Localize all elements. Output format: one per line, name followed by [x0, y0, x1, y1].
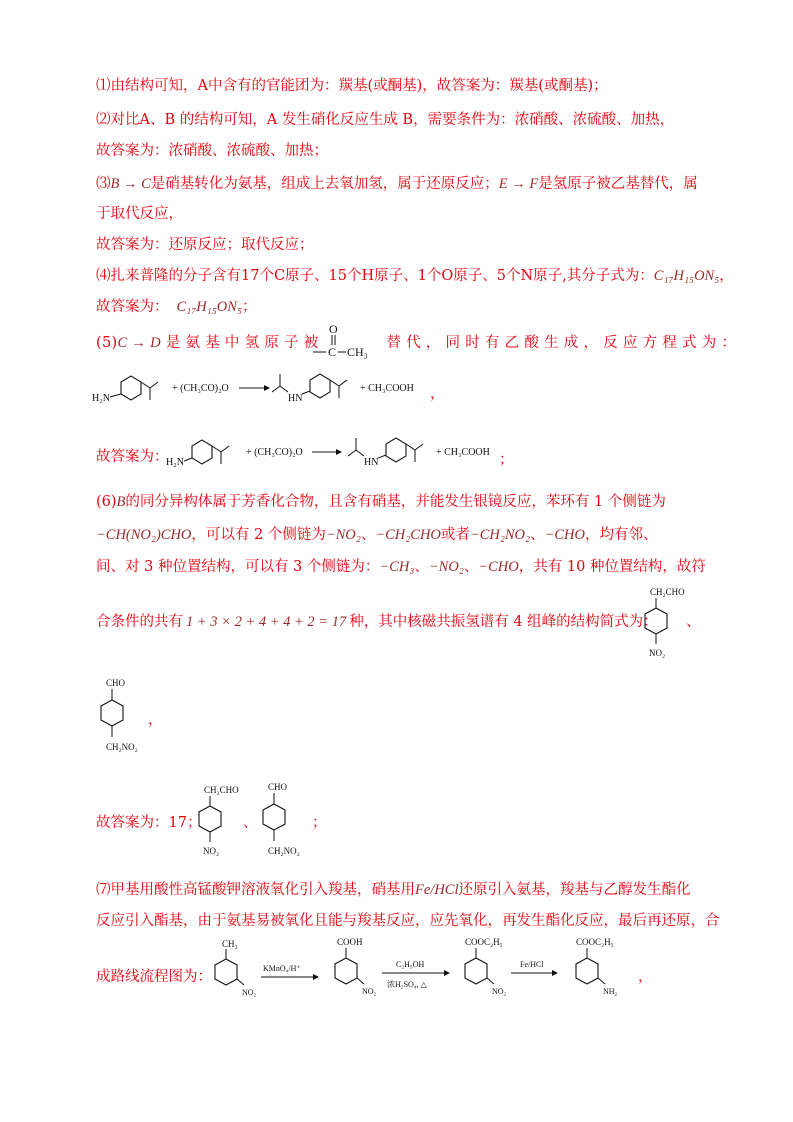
reagent-fe-hcl: Fe/HCl: [520, 960, 544, 969]
amide-nh-label: HN: [364, 457, 379, 468]
text: ⑺甲基用酸性高锰酸钾溶液氧化引入羧基，硝基用: [96, 882, 415, 898]
answer-2: [96, 110, 674, 130]
math-side-chain-1: −CH(NO₂)CHO: [96, 527, 192, 543]
answer-3: [96, 174, 698, 194]
ch2cho-label: CH₂CHO: [650, 587, 685, 597]
amide-nh-label: HN: [288, 393, 303, 404]
ch2cho-label: CH₂CHO: [204, 785, 239, 795]
acetic-anhydride-label: + (CH₃CO)₂O: [172, 383, 229, 394]
nh2-label: NH₂: [603, 987, 618, 996]
no2-label: NO₂: [203, 846, 220, 856]
answer-1: [96, 76, 608, 96]
ch2no2-label: CH₂NO₂: [268, 846, 300, 856]
answer-3-num: ⑶: [96, 176, 111, 192]
answer-6-text: 的同分异构体属于芳香化合物，且含有硝基，并能发生银镜反应，苯环有 1 个侧链为: [125, 494, 666, 510]
text: 种，其中核磁共振氢谱有 4 组峰的结构简式为：: [349, 614, 658, 630]
answer-7-line-3: [96, 967, 212, 987]
text: ，: [638, 969, 653, 985]
math-b: B: [116, 494, 126, 510]
comma: ，: [719, 268, 734, 284]
no2-label: NO₂: [362, 987, 377, 996]
math-no2: −NO₂: [428, 559, 464, 575]
ch2no2-label: CH₂NO₂: [106, 742, 138, 752]
ch3-label: CH₃: [222, 939, 238, 949]
text: 、: [530, 527, 545, 543]
answer-7: [96, 880, 691, 900]
text: 还原引入氨基，羧基与乙醇发生酯化: [458, 882, 691, 898]
math-ch3: −CH₃: [379, 559, 415, 575]
answer-2-text: ⑵对比A、B 的结构可知，A 发生硝化反应生成 B，需要条件为：浓硝酸、浓硫酸、加热，: [96, 112, 675, 128]
reaction-equation-2: [158, 428, 518, 478]
ester-label: COOC₂H₅: [576, 937, 614, 947]
molecular-formula-answer: C₁₇H₁₅ON₅: [176, 299, 242, 315]
answer-3-cont: [96, 204, 183, 224]
answer-3-text-b: 是氢原子被乙基替代，属: [538, 176, 698, 192]
answer-2-result-text: 故答案为：浓硝酸、浓硫酸、加热；: [96, 143, 328, 159]
text: ，: [148, 712, 163, 728]
reaction-equation-1: [92, 364, 452, 414]
answer-6-line-3: [96, 557, 706, 577]
amine-label: H₂N: [166, 457, 184, 468]
text: ；: [312, 815, 327, 831]
answer-6-num: (6): [96, 494, 117, 510]
text: 成路线流程图为：: [96, 969, 212, 985]
answer-3-result-text: 故答案为：还原反应；取代反应；: [96, 237, 314, 253]
math-cho: −CHO: [478, 559, 519, 575]
acetic-anhydride-label: + (CH₃CO)₂O: [246, 447, 303, 458]
text: 合条件的共有: [96, 614, 183, 630]
text: 、: [243, 815, 258, 831]
answer-structure-1: [190, 782, 250, 860]
text: ，可以有 2 个侧链为: [191, 527, 326, 543]
answer-4-result: [96, 297, 257, 317]
final-comma: [638, 967, 653, 987]
answer-3-result: [96, 235, 314, 255]
separator: [148, 710, 163, 730]
text: 反应引入酯基，由于氨基易被氧化且能与羧基反应，应先氧化，再发生酯化反应，最后再还原，合: [96, 913, 720, 929]
answer-7-line-2: [96, 911, 720, 931]
answer-4: [96, 266, 734, 286]
math-no2: −NO₂: [325, 527, 361, 543]
reagent-sulfuric: 浓H₂SO₄, △: [387, 980, 427, 989]
answer-5: [96, 333, 736, 353]
acetic-acid-label: + CH₃COOH: [436, 447, 490, 458]
math-ch2cho: −CH₂CHO: [375, 527, 441, 543]
reaction-1-comma: [430, 384, 445, 404]
no2-label: NO₂: [649, 648, 666, 658]
answer-5-num: (5): [96, 335, 118, 351]
acetyl-group-structure: [309, 320, 371, 360]
math-count-expression: 1 + 3 × 2 + 4 + 4 + 2 = 17: [186, 614, 347, 630]
math-ch2no2: −CH₂NO₂: [469, 527, 531, 543]
acetyl-oxygen-label: O: [329, 322, 338, 336]
answer-2-result: [96, 141, 328, 161]
reagent-kmno4: KMnO₄/H⁺: [263, 964, 301, 973]
ester-label: COOC₂H₅: [465, 937, 503, 947]
reaction-2-semicolon: [499, 450, 514, 470]
text: 间、对 3 种位置结构，可以有 3 个侧链为：: [96, 559, 380, 575]
answer-3-cont-text: 于取代反应，: [96, 206, 183, 222]
answer-5-text-a: 是 氨 基 中 氢 原 子 被: [165, 335, 319, 351]
semicolon: ；: [242, 299, 257, 315]
amine-label: H₂N: [92, 393, 110, 404]
cho-label: CHO: [106, 678, 126, 688]
cho-label: CHO: [268, 782, 288, 792]
answer-4-text: ⑷扎来普隆的分子含有17个C原子、15个H原子、1个O原子、5个N原子,其分子式为：: [96, 268, 654, 284]
text: 、: [463, 559, 479, 575]
answer-5-text-b: 替 代 ， 同 时 有 乙 酸 生 成 ， 反 应 方 程 式 为 ：: [386, 335, 737, 351]
text: ，共有 10 种位置结构，故符: [518, 559, 706, 575]
math-b-to-c: B → C: [110, 176, 151, 192]
answer-6-line-2: [96, 525, 657, 545]
molecular-formula: C₁₇H₁₅ON₅: [653, 268, 720, 284]
no2-label: NO₂: [242, 988, 257, 997]
comma: ，: [430, 386, 445, 402]
answer-3-text-a: 是硝基转化为氨基，组成上去氧加氢，属于还原反应；: [150, 176, 499, 192]
acetic-acid-label: + CH₃COOH: [360, 383, 414, 394]
answer-5-result-label: 故答案为：: [96, 449, 169, 465]
answer-6-result: [96, 813, 201, 833]
separator: [686, 612, 701, 632]
text: 、: [360, 527, 376, 543]
answer-1-text: ⑴由结构可知，A中含有的官能团为：羰基(或酮基)，故答案为：羰基(或酮基)；: [96, 78, 608, 94]
answer-6-result-label: 故答案为：17；: [96, 815, 202, 831]
cooh-label: COOH: [337, 937, 363, 947]
answer-structure-2: [254, 778, 316, 864]
text: 或者: [440, 527, 470, 543]
text: ，均有邻、: [584, 527, 658, 543]
text: 、: [686, 614, 701, 630]
semicolon: ；: [499, 452, 514, 468]
semicolon: [312, 813, 327, 833]
synthesis-route: [200, 935, 640, 1015]
acetyl-carbon-label: C: [328, 345, 337, 359]
math-fe-hcl: Fe/HCl: [415, 882, 459, 898]
answer-6-line-4: [96, 612, 658, 632]
answer-4-result-label: 故答案为：: [96, 299, 169, 315]
acetyl-methyl-label: CH₃: [347, 345, 368, 359]
text: 、: [414, 559, 429, 575]
math-cho: −CHO: [544, 527, 585, 543]
reagent-ethanol: C₂H₅OH: [396, 960, 425, 969]
answer-6: [96, 492, 666, 512]
no2-label: NO₂: [492, 987, 507, 996]
math-c-to-d: C → D: [117, 335, 161, 351]
math-e-to-f: E → F: [498, 176, 539, 192]
